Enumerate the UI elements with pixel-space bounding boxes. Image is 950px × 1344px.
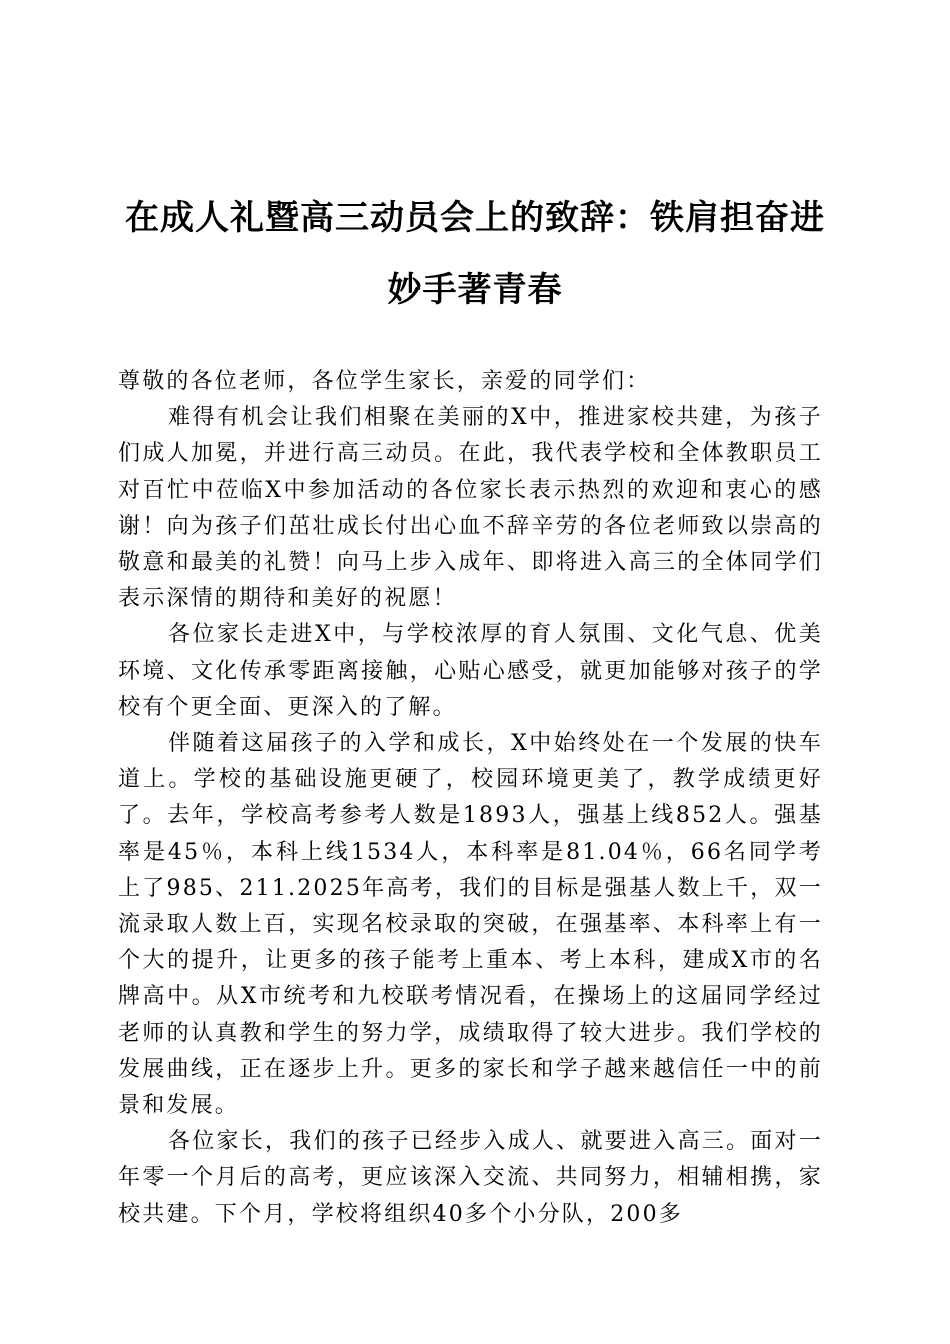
document-title-line-1: 在成人礼暨高三动员会上的致辞：铁肩担奋进 (125, 198, 825, 238)
document-body (118, 364, 823, 1233)
paragraph-home-school-cooperation: 各位家长，我们的孩子已经步入成人、就要进入高三。面对一年零一个月后的高考，更应该深入交流、共同努力，相辅相携，家校共建。下个月，学校将组织40多个小分队，200多 (118, 1129, 823, 1227)
paragraph-welcome: 难得有机会让我们相聚在美丽的X中，推进家校共建，为孩子们成人加冕，并进行高三动员。在此，我代表学校和全体教职员工对百忙中莅临X中参加活动的各位家长表示热烈的欢迎和衷心的感谢！向为孩子们茁壮成长付出心血不辞辛劳的各位老师致以崇高的敬意和最美的礼赞！向马上步入成年、即将进入高三的全体同学们表示深情的期待和美好的祝愿！ (118, 405, 823, 612)
paragraph-school-development: 伴随着这届孩子的入学和成长，X中始终处在一个发展的快车道上。学校的基础设施更硬了，校园环境更美了，教学成绩更好了。去年，学校高考参考人数是1893人，强基上线852人。强基率是45％，本科上线1534人，本科率是81.04％，66名同学考上了985、211.2025年高考，我们的目标是强基人数上千，双一流录取人数上百，实现名校录取的突破，在强基率、本科率上有一个大的提升，让更多的孩子能考上重本、考上本科，建成X市的名牌高中。从X市统考和九校联考情况看，在操场上的这届同学经过老师的认真教和学生的努力学，成绩取得了较大进步。我们学校的发展曲线，正在逐步上升。更多的家长和学子越来越信任一中的前景和发展。 (118, 731, 823, 1119)
salutation: 尊敬的各位老师，各位学生家长，亲爱的同学们： (118, 369, 651, 394)
document-title-line-2: 妙手著青春 (387, 270, 563, 310)
paragraph-parents-visit: 各位家长走进X中，与学校浓厚的育人氛围、文化气息、优美环境、文化传承零距离接触，心贴心感受，就更加能够对孩子的学校有个更全面、更深入的了解。 (118, 622, 823, 720)
